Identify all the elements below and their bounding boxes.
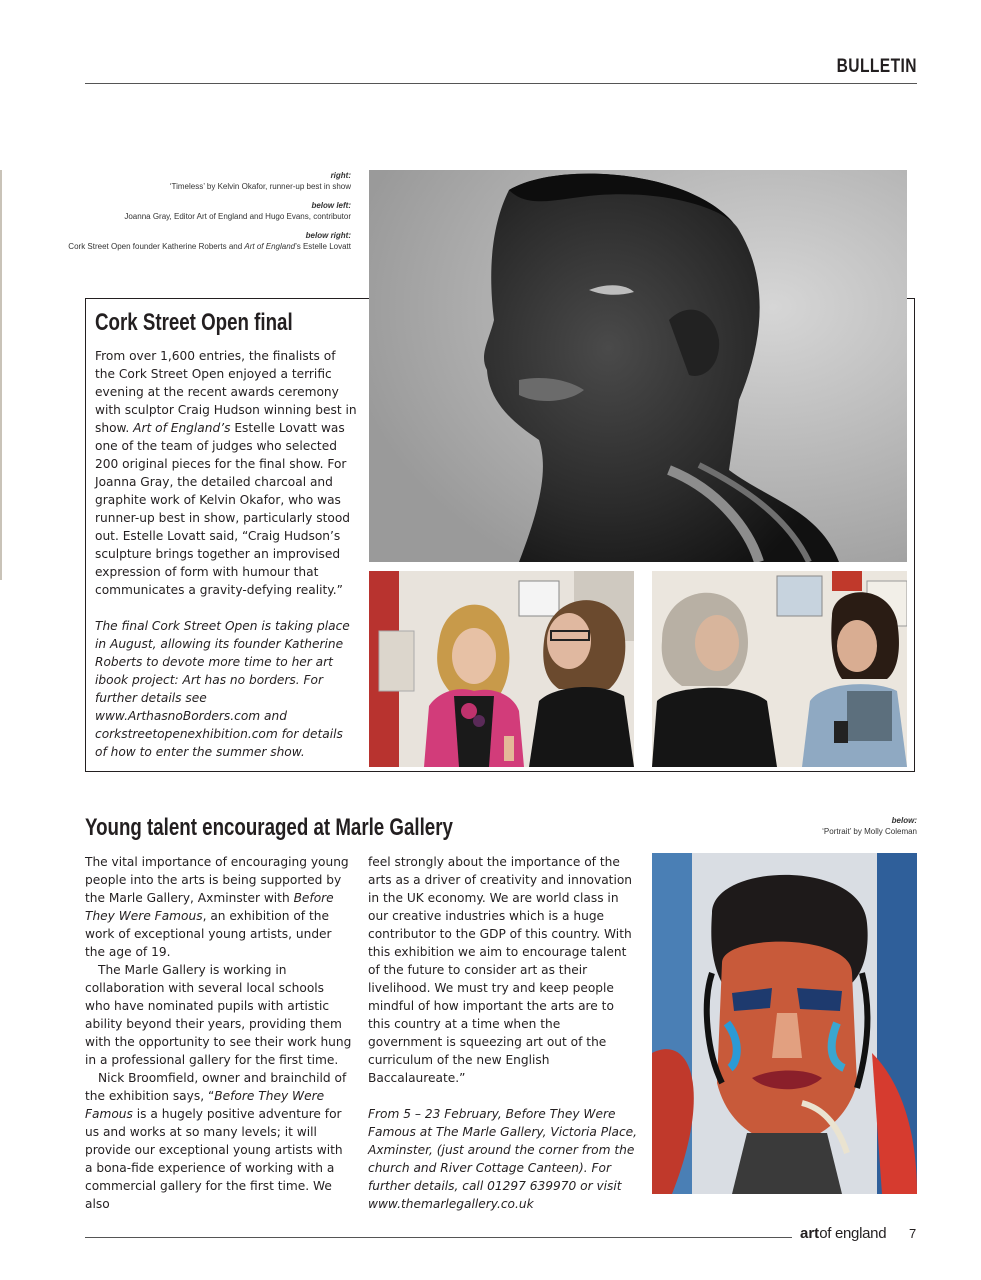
footer-rule <box>85 1237 792 1238</box>
caption-right: right: ‘Timeless’ by Kelvin Okafor, runner-up best in show <box>169 171 351 191</box>
photo-joanna-gray-hugo-evans <box>369 571 634 767</box>
article2-column-1 <box>85 853 353 1213</box>
article1-paragraph: From over 1,600 entries, the finalists of the Cork Street Open enjoyed a terrific evening at the recent awards ceremony with sculptor Craig Hudson winning best in show. Art of England’s Estelle Lovatt was one of the team of judges who selected 200 original pieces for the final show. For Joanna Gray, the detailed charcoal and graphite work of Kelvin Okafor, who was runner-up best in show, particularly stood out. Estelle Lovatt said, “Craig Hudson’s sculpture brings together an improvised expression of form with humour that communicates a gravity-defying reality.” <box>95 349 357 597</box>
article2-paragraph-4: feel strongly about the importance of the arts as a driver of creativity and innovation in the UK economy. We are world class in our creative industries which is a huge contributor to the GDP of this country. With this exhibition we aim to encourage talent of the future to consider art as their livelihood. We must try and keep people mindful of how important the arts are to this country at a time when the government is squeezing art out of the curriculum of the new English Baccalaureate.” <box>368 855 633 1085</box>
article2-details: From 5 – 23 February, Before They Were Famous at The Marle Gallery, Victoria Place, Axminster, (just around the corner from the church and River Cottage Canteen). For further details, call 01297 639970 or visit www.themarlegallery.co.uk <box>368 1107 638 1211</box>
photo-timeless-portrait <box>369 170 907 562</box>
photo-katherine-roberts-estelle-lovatt <box>652 571 907 767</box>
photo-captions <box>11 170 351 260</box>
header-rule <box>85 83 917 84</box>
article2-title: Young talent encouraged at Marle Gallery <box>85 814 453 841</box>
article2-paragraph-2: The Marle Gallery is working in collaboration with several local schools who have nominated pupils with artistic ability beyond their years, providing them with the opportunity to see their work hung in a professional gallery for the first time. <box>85 963 352 1067</box>
article2-column-2 <box>368 853 638 1213</box>
article1-body <box>95 347 357 761</box>
art-of-england-logo: artof england <box>800 1225 887 1242</box>
article2-paragraph-1: The vital importance of encouraging young people into the arts is being supported by the Marle Gallery, Axminster with Before They Were Famous, an exhibition of the work of exceptional young artists, under the age of 19. <box>85 855 349 959</box>
page-edge-shadow <box>0 170 2 580</box>
caption-below: below: ‘Portrait’ by Molly Coleman <box>822 816 917 836</box>
article2-paragraph-3: Nick Broomfield, owner and brainchild of the exhibition says, “Before They Were Famous is a hugely positive adventure for us and works at so many levels; it will provide our exceptional young artists with a bona-fide experience of working with a commercial gallery for the first time. We also <box>85 1071 347 1211</box>
caption-below-right: below right: Cork Street Open founder Katherine Roberts and Art of England’s Estelle Lovatt <box>68 231 351 251</box>
caption-below-left: below left: Joanna Gray, Editor Art of England and Hugo Evans, contributor <box>124 201 351 221</box>
page-number: 7 <box>909 1226 917 1241</box>
article1-title: Cork Street Open final <box>95 309 293 336</box>
painting-portrait-molly-coleman <box>652 853 917 1194</box>
article1-details: The final Cork Street Open is taking place in August, allowing its founder Katherine Roberts to devote more time to her art ibook project: Art has no borders. For further details see www.ArthasnoBorders.com and corkstreetopenexhibition.com for details of how to enter the summer show. <box>95 619 350 759</box>
section-title: BULLETIN <box>836 56 917 77</box>
